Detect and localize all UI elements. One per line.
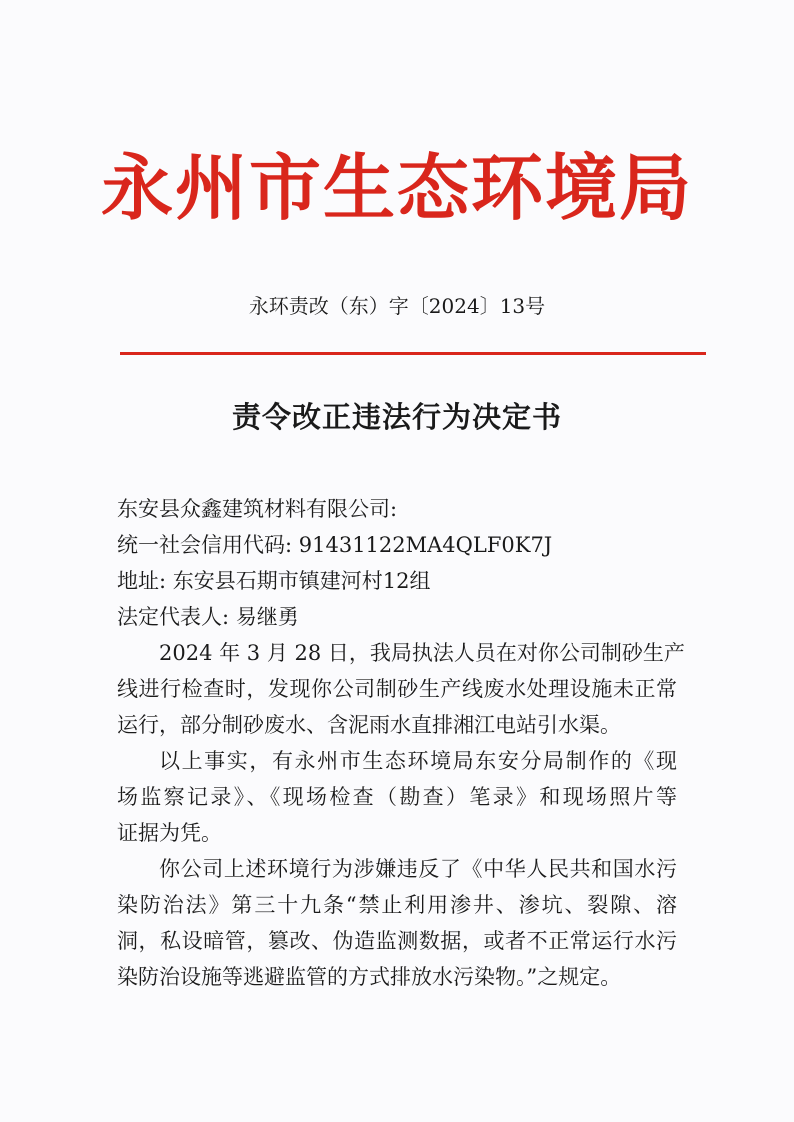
document-number: 永环责改（东）字〔2024〕13号 bbox=[248, 294, 546, 318]
paragraph-line: 以上事实，有永州市生态环境局东安分局制作的《现 bbox=[159, 749, 677, 773]
address-line: 地址: 东安县石期市镇建河村12组 bbox=[117, 569, 431, 593]
decision-title: 责令改正违法行为决定书 bbox=[231, 400, 562, 434]
legal-representative-line: 法定代表人: 易继勇 bbox=[117, 605, 299, 629]
document-body bbox=[117, 491, 685, 995]
paragraph-line: 证据为凭。 bbox=[117, 821, 222, 845]
paragraph-line: 场监察记录》、《现场检查（勘查）笔录》和现场照片等 bbox=[117, 785, 677, 809]
paragraph-findings bbox=[117, 635, 685, 743]
paragraph-violation bbox=[117, 851, 677, 995]
red-divider-line bbox=[120, 352, 706, 355]
paragraph-line: 线进行检查时，发现你公司制砂生产线废水处理设施未正常 bbox=[117, 677, 677, 701]
paragraph-line: 运行，部分制砂废水、含泥雨水直排湘江电站引水渠。 bbox=[117, 713, 621, 737]
paragraph-line: 洞，私设暗管，篡改、伪造监测数据，或者不正常运行水污 bbox=[117, 929, 677, 953]
agency-letterhead: 永州市生态环境局 bbox=[100, 146, 693, 230]
paragraph-line: 染防治法》第三十九条“禁止利用渗井、渗坑、裂隙、溶 bbox=[117, 893, 677, 917]
paragraph-line: 染防治设施等逃避监管的方式排放水污染物。”之规定。 bbox=[117, 965, 622, 989]
credit-code-line: 统一社会信用代码: 91431122MA4QLF0K7J bbox=[117, 533, 553, 557]
paragraph-line: 你公司上述环境行为涉嫌违反了《中华人民共和国水污 bbox=[159, 857, 677, 881]
paragraph-line: 2024 年 3 月 28 日，我局执法人员在对你公司制砂生产 bbox=[159, 641, 685, 665]
company-name-line: 东安县众鑫建筑材料有限公司: bbox=[117, 497, 398, 521]
paragraph-evidence bbox=[117, 743, 677, 851]
